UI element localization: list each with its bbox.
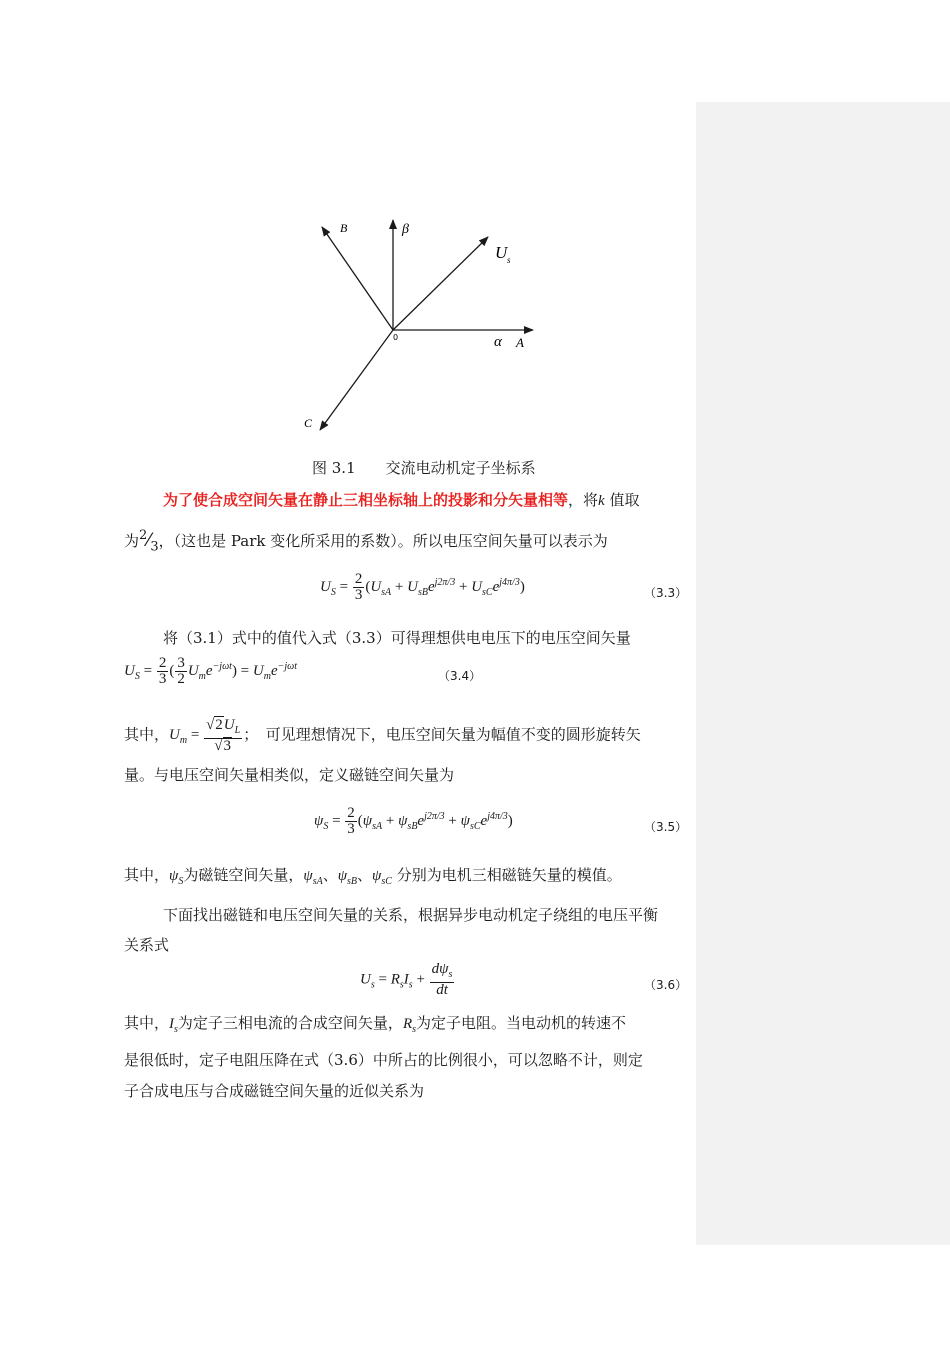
label-c: C — [304, 416, 313, 430]
paragraph-6-line-2: 是很低时，定子电阻压降在式（3.6）中所占的比例很小，可以忽略不计，则定 — [124, 1051, 643, 1069]
paragraph-3-line-2: 量。与电压空间矢量相类似，定义磁链空间矢量为 — [124, 766, 455, 784]
paragraph-5-line-2: 关系式 — [124, 936, 170, 954]
label-us-sub: s — [507, 255, 511, 265]
p6-rest: 为定子电阻。当电动机的转速不 — [416, 1014, 627, 1032]
p3-prefix: 其中， — [124, 725, 170, 744]
p4-rest: 分别为电机三相磁链矢量的模值。 — [396, 866, 622, 884]
um-formula: $U_m$ = $\frac{√2U_L}{√3}$ — [169, 717, 241, 754]
label-beta: β — [402, 222, 409, 237]
equation-3-6: $U_s = R_sI_s$ + $\frac{d\psi_s}{dt}$ — [360, 961, 453, 998]
paragraph-2: 将（3.1）式中的值代入式（3.3）可得理想供电电压下的电压空间矢量 — [163, 629, 631, 647]
equation-number-3-4: （3.4） — [438, 669, 482, 683]
equation-3-3: $U_S$ = $\frac{2}{3}$ $(U_{sA} + U_{sB}e^{j2\pi/3} + U_{sC}e^{j4\pi/3})$ — [320, 571, 525, 603]
p6-prefix: 其中， — [124, 1014, 170, 1032]
comment-sidebar — [696, 102, 950, 1245]
us-vector — [393, 237, 488, 330]
label-us: U — [495, 243, 508, 262]
paragraph-6-line-3: 子合成电压与合成磁链空间矢量的近似关系为 — [124, 1082, 425, 1100]
label-alpha: α — [494, 334, 502, 350]
paragraph-6-line-1: 其中，$I_s$为定子三相电流的合成空间矢量，$R_s$为定子电阻。当电动机的转速不 — [124, 1014, 627, 1035]
b-axis — [322, 227, 393, 330]
p1-line2-start: 为 — [124, 532, 140, 550]
label-origin: 0 — [393, 333, 399, 342]
k-symbol: k — [598, 493, 605, 509]
stator-coordinate-diagram — [290, 210, 560, 440]
p4-mid: 为磁链空间矢量， — [183, 866, 304, 884]
p1-after: ，将 — [568, 491, 599, 509]
label-a: A — [516, 335, 524, 350]
p4-prefix: 其中， — [124, 866, 170, 884]
p3-rest: ； 可见理想情况下，电压空间矢量为幅值不变的圆形旋转矢 — [243, 725, 641, 744]
paragraph-4: 其中，$\psi_S$为磁链空间矢量，$\psi_{sA}$、$\psi_{sB}$、$\psi_{sC}$ 分别为电机三相磁链矢量的模值。 — [124, 866, 622, 887]
equation-3-4: $U_S$ = $\frac{2}{3}$ ( $\frac{3}{2}$ $U_me^{-j\omega t}) = U_me^{-j\omega t}$ — [124, 655, 298, 687]
p6-mid: 为定子三相电流的合成空间矢量， — [177, 1014, 403, 1032]
equation-number-3-5: （3.5） — [644, 820, 688, 834]
c-axis — [320, 330, 393, 430]
paragraph-5-line-1: 下面找出磁链和电压空间矢量的关系，根据异步电动机定子绕组的电压平衡 — [163, 906, 659, 924]
two-thirds: $^2⁄_3$ — [139, 528, 159, 555]
equation-number-3-3: （3.3） — [644, 586, 688, 600]
paragraph-3-line-1 — [124, 718, 641, 754]
equation-number-3-6: （3.6） — [644, 978, 688, 992]
figure-caption: 图 3.1 交流电动机定子坐标系 — [312, 459, 536, 477]
paragraph-1-line-2 — [124, 526, 608, 558]
highlighted-text: 为了使合成空间矢量在静止三相坐标轴上的投影和分矢量相等 — [163, 491, 569, 509]
equation-3-5: $\psi_S$ = $\frac{2}{3}$ $(\psi_{sA} + \psi_{sB}e^{j2\pi/3} + \psi_{sC}e^{j4\pi/3})$ — [314, 805, 513, 837]
label-b: B — [340, 221, 348, 235]
paragraph-1-line-1 — [163, 490, 639, 511]
p1-line2-rest: ，（这也是 Park 变化所采用的系数）。所以电压空间矢量可以表示为 — [158, 532, 608, 550]
p1-after2: 值取 — [604, 491, 640, 509]
